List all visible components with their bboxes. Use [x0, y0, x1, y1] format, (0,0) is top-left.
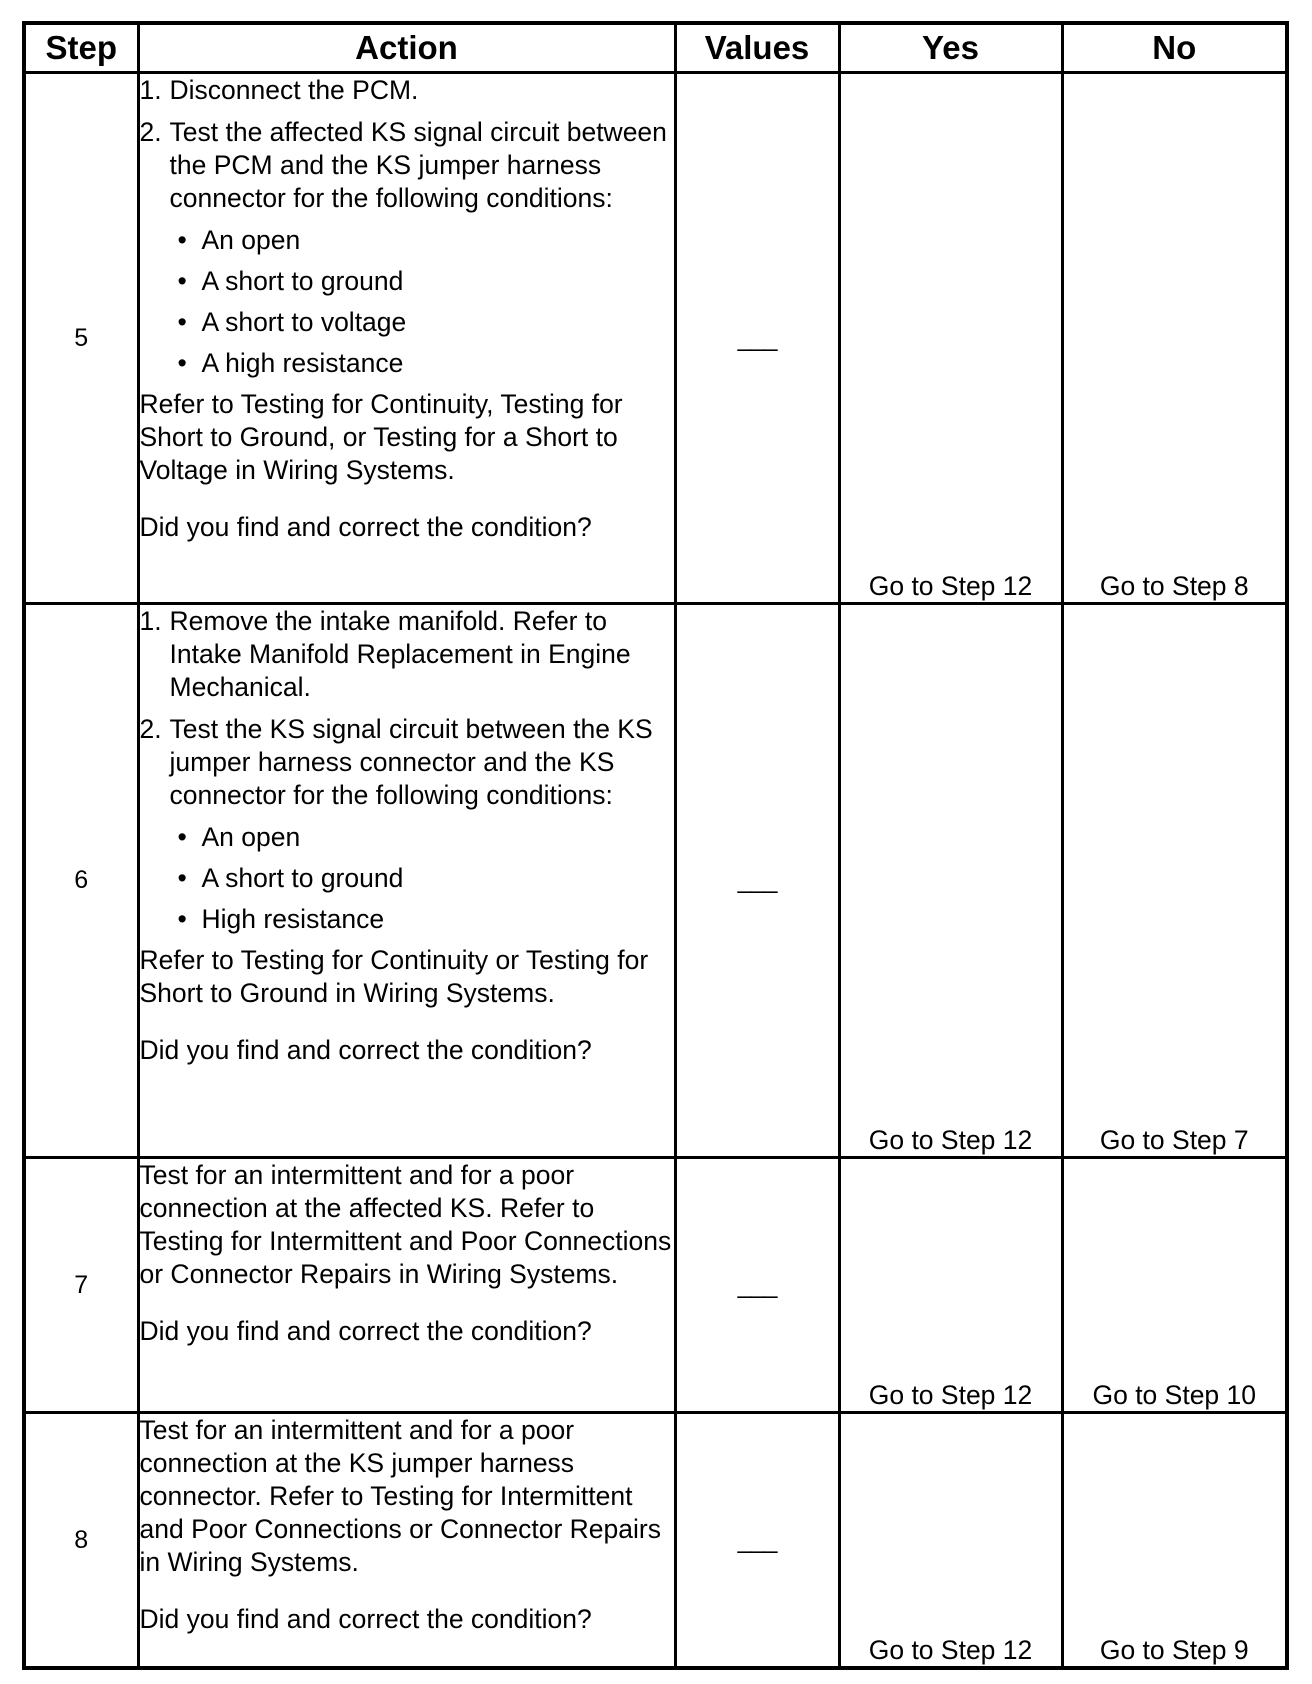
item-number: 2.: [139, 714, 162, 745]
bullet-item: [178, 347, 674, 380]
values-cell: ___: [675, 1158, 839, 1413]
numbered-item: [140, 605, 674, 704]
item-text: Remove the intake manifold. Refer to Intake Manifold Replacement in Engine Mechanical.: [169, 606, 631, 703]
step-number: 8: [24, 1413, 138, 1668]
step-number: 6: [24, 604, 138, 1158]
header-row: [24, 23, 1287, 73]
bullet-item: [178, 821, 674, 854]
bullet-icon: •: [177, 225, 187, 255]
bullet-icon: •: [177, 904, 187, 935]
question-text: Did you find and correct the condition?: [139, 512, 592, 542]
bullet-icon: •: [177, 863, 187, 894]
bullet-item: [178, 903, 674, 936]
bullet-item: [178, 265, 674, 298]
no-cell: Go to Step 9: [1062, 1413, 1287, 1668]
bullet-text: A high resistance: [201, 348, 404, 378]
step-number: 7: [24, 1158, 138, 1413]
table-row: [24, 73, 1287, 604]
action-cell: [138, 604, 675, 1158]
yes-cell: Go to Step 12: [839, 73, 1062, 604]
yes-cell: Go to Step 12: [839, 1158, 1062, 1413]
question-text: Did you find and correct the condition?: [139, 1035, 592, 1066]
no-cell: Go to Step 7: [1062, 604, 1287, 1158]
bullet-item: [178, 224, 674, 257]
header-yes: Yes: [839, 23, 1062, 73]
numbered-item: [140, 713, 674, 812]
bullet-text: High resistance: [201, 904, 385, 935]
item-text: Test the KS signal circuit between the KS jumper harness connector and the KS connector for the following conditions:: [169, 714, 653, 811]
bullet-item: [178, 306, 674, 339]
bullet-text: A short to voltage: [201, 307, 407, 337]
no-cell: Go to Step 8: [1062, 73, 1287, 604]
diagnostic-steps-table: [22, 21, 1289, 1670]
bullet-icon: •: [177, 822, 187, 853]
numbered-item: [140, 74, 674, 107]
header-values: Values: [675, 23, 839, 73]
bullet-icon: •: [177, 266, 187, 296]
table-row: [24, 604, 1287, 1158]
item-number: 2.: [139, 117, 162, 147]
step-number: 5: [24, 73, 138, 604]
values-cell: ___: [675, 1413, 839, 1668]
table-row: [24, 1413, 1287, 1668]
action-text: Test for an intermittent and for a poor connection at the KS jumper harness connector. Refer to Testing for Intermittent and Poor Connections or Connector Repairs in Wiring Systems.: [139, 1415, 661, 1578]
bullet-text: A short to ground: [201, 266, 404, 296]
item-text: Disconnect the PCM.: [169, 75, 419, 105]
values-cell: ___: [675, 73, 839, 604]
action-cell: [138, 73, 675, 604]
header-no: No: [1062, 23, 1287, 73]
item-number: 1.: [139, 606, 162, 637]
question-text: Did you find and correct the condition?: [139, 1316, 592, 1347]
bullet-icon: •: [177, 348, 187, 378]
numbered-item: [140, 116, 674, 215]
bullet-text: An open: [201, 225, 301, 255]
table-row: [24, 1158, 1287, 1413]
refer-text: Refer to Testing for Continuity or Testing for Short to Ground in Wiring Systems.: [139, 945, 649, 1009]
yes-cell: Go to Step 12: [839, 604, 1062, 1158]
bullet-item: [178, 862, 674, 895]
header-step: Step: [24, 23, 138, 73]
action-cell: [138, 1413, 675, 1668]
yes-cell: Go to Step 12: [839, 1413, 1062, 1668]
action-cell: [138, 1158, 675, 1413]
bullet-text: A short to ground: [201, 863, 404, 894]
bullet-text: An open: [201, 822, 301, 853]
no-cell: Go to Step 10: [1062, 1158, 1287, 1413]
values-cell: ___: [675, 604, 839, 1158]
item-text: Test the affected KS signal circuit between the PCM and the KS jumper harness connector for the following conditions:: [169, 117, 667, 213]
item-number: 1.: [139, 75, 162, 105]
action-text: Test for an intermittent and for a poor connection at the affected KS. Refer to Testing for Intermittent and Poor Connections or Connector Repairs in Wiring Systems.: [139, 1160, 672, 1290]
question-text: Did you find and correct the condition?: [139, 1604, 592, 1635]
header-action: Action: [138, 23, 675, 73]
refer-text: Refer to Testing for Continuity, Testing for Short to Ground, or Testing for a Short to Voltage in Wiring Systems.: [139, 389, 623, 485]
bullet-icon: •: [177, 307, 187, 337]
